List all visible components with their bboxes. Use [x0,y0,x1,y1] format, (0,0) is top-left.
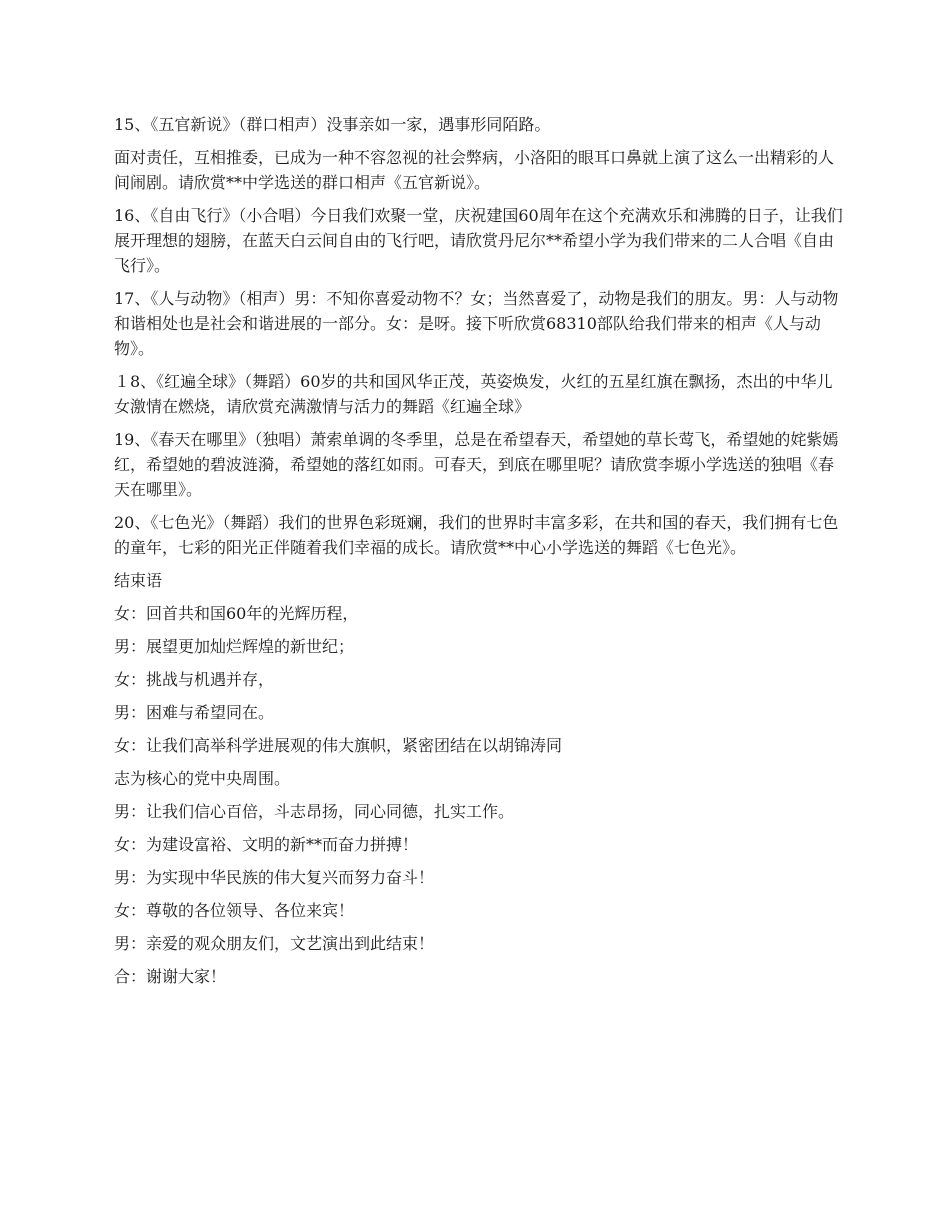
closing-line: 女：尊敬的各位领导、各位来宾！ [114,901,355,920]
closing-line: 女：挑战与机遇并存， [114,670,275,689]
program-item-15: 15、《五官新说》（群口相声）没事亲如一家，遇事形同陌路。 [114,115,551,134]
program-item-16: 16、《自由飞行》（小合唱）今日我们欢聚一堂，庆祝建国60周年在这个充满欢乐和沸腾的日子，让我们展开理想的翅膀，在蓝天白云间自由的飞行吧，请欣赏丹尼尔**希望小学为我们带来的二人合唱《自由飞行》。 [114,206,843,275]
program-item-17: 17、《人与动物》（相声）男：不知你喜爱动物不？女；当然喜爱了，动物是我们的朋友。男：人与动物和谐相处也是社会和谐进展的一部分。女：是呀。接下听欣赏68310部队给我们带来的相声《人与动物》。 [114,289,839,358]
closing-line: 男：困难与希望同在。 [114,703,275,722]
closing-line: 志为核心的党中央周围。 [114,769,291,788]
program-item-18: １8、《红遍全球》（舞蹈）60岁的共和国风华正茂，英姿焕发，火红的五星红旗在飘扬，杰出的中华儿女激情在燃烧，请欣赏充满激情与活力的舞蹈《红遍全球》 [114,372,833,416]
closing-heading: 结束语 [114,571,163,590]
closing-line: 男：为实现中华民族的伟大复兴而努力奋斗！ [114,868,435,887]
program-item-15-intro: 面对责任，互相推委，已成为一种不容忽视的社会弊病，小洛阳的眼耳口鼻就上演了这么一出精彩的人间闹剧。请欣赏**中学选送的群口相声《五官新说》。 [114,148,835,192]
closing-line: 男：让我们信心百倍，斗志昂扬，同心同德，扎实工作。 [114,802,515,821]
document-body [114,112,844,997]
program-item-20: 20、《七色光》（舞蹈）我们的世界色彩斑斓，我们的世界时丰富多彩，在共和国的春天，我们拥有七色的童年，七彩的阳光正伴随着我们幸福的成长。请欣赏**中心小学选送的舞蹈《七色光》。 [114,513,839,557]
closing-line: 男：展望更加灿烂辉煌的新世纪； [114,637,355,656]
closing-line: 合：谢谢大家！ [114,967,227,986]
closing-line: 女：为建设富裕、文明的新**而奋力拼搏！ [114,835,419,854]
closing-line: 男：亲爱的观众朋友们，文艺演出到此结束！ [114,934,435,953]
program-item-19: 19、《春天在哪里》（独唱）萧索单调的冬季里，总是在希望春天，希望她的草长莺飞，希望她的姹紫嫣红，希望她的碧波涟漪，希望她的落红如雨。可春天，到底在哪里呢？请欣赏李塬小学选送的独唱《春天在哪里》。 [114,430,839,499]
closing-line: 女：让我们高举科学进展观的伟大旗帜，紧密团结在以胡锦涛同 [114,736,563,755]
closing-line: 女：回首共和国60年的光辉历程， [114,604,359,623]
